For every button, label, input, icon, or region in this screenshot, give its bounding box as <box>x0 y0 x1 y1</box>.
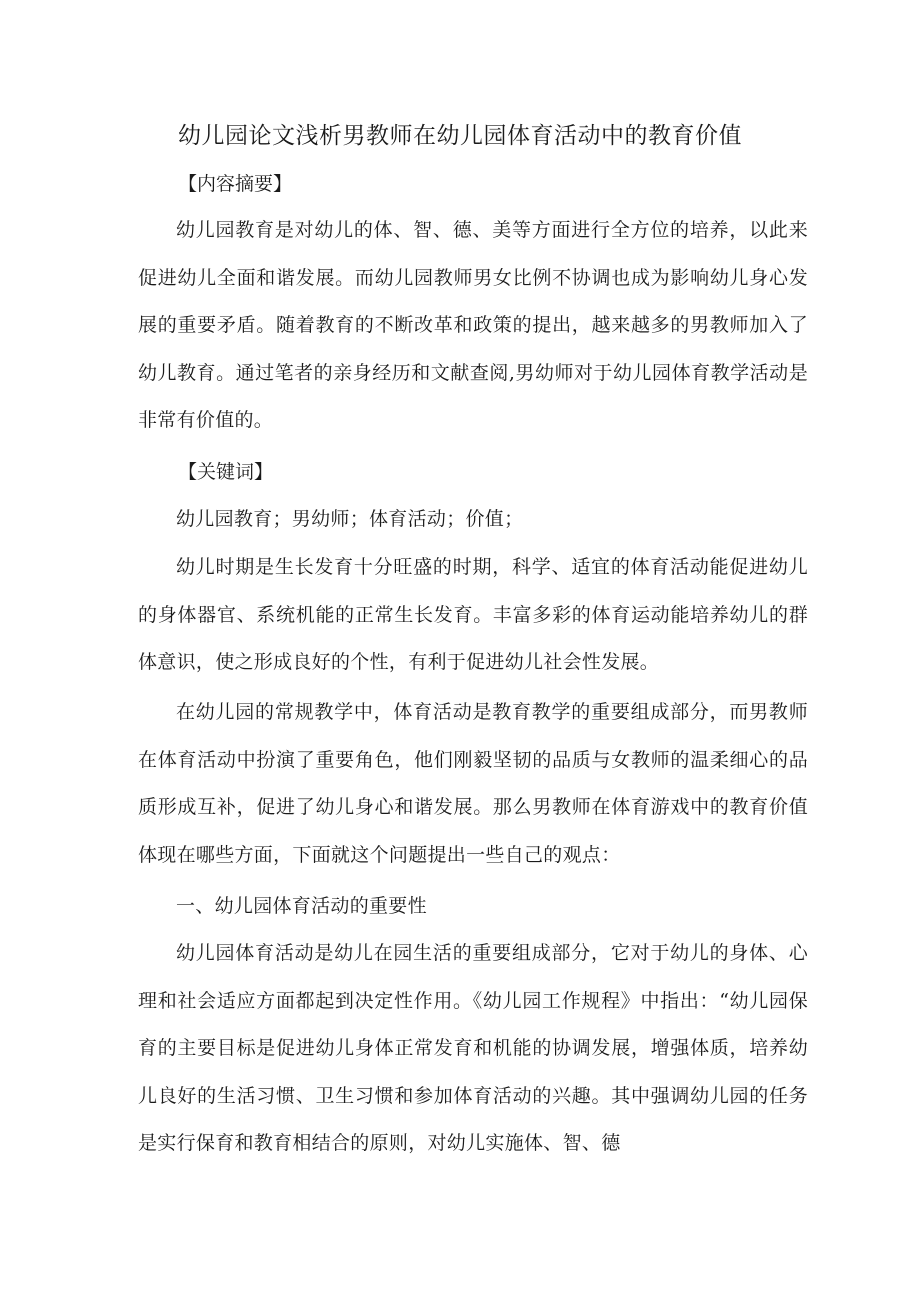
abstract-label: 【内容摘要】 <box>178 173 293 195</box>
body-paragraph-3: 幼儿园体育活动是幼儿在园生活的重要组成部分，它对于幼儿的身体、心理和社会适应方面都起到决定性作用。《幼儿园工作规程》中指出：“幼儿园保育的主要目标是促进幼儿身体正常发育和机能的协调发展，增强体质，培养幼儿良好的生活习惯、卫生习惯和参加体育活动的兴趣。其中强调幼儿园的任务是实行保育和教育相结合的原则，对幼儿实施体、智、德 <box>138 942 808 1154</box>
keywords-paragraph: 幼儿园教育；男幼师；体育活动；价值； <box>176 508 524 530</box>
section-heading-1: 一、幼儿园体育活动的重要性 <box>176 895 427 917</box>
body-paragraph-2: 在幼儿园的常规教学中，体育活动是教育教学的重要组成部分，而男教师在体育活动中扮演了重要角色，他们刚毅坚韧的品质与女教师的温柔细心的品质形成互补，促进了幼儿身心和谐发展。那么男教师在体育游戏中的教育价值体现在哪些方面，下面就这个问题提出一些自己的观点： <box>138 701 808 866</box>
abstract-paragraph: 幼儿园教育是对幼儿的体、智、德、美等方面进行全方位的培养，以此来促进幼儿全面和谐发展。而幼儿园教师男女比例不协调也成为影响幼儿身心发展的重要矛盾。随着教育的不断改革和政策的提出，越来越多的男教师加入了幼儿教育。通过笔者的亲身经历和文献查阅,男幼师对于幼儿园体育教学活动是非常有价值的。 <box>138 219 808 431</box>
body-paragraph-1: 幼儿时期是生长发育十分旺盛的时期，科学、适宜的体育活动能促进幼儿的身体器官、系统机能的正常生长发育。丰富多彩的体育运动能培养幼儿的群体意识，使之形成良好的个性，有利于促进幼儿社会性发展。 <box>138 556 808 673</box>
keywords-label: 【关键词】 <box>178 461 274 483</box>
document-title: 幼儿园论文浅析男教师在幼儿园体育活动中的教育价值 <box>178 123 742 149</box>
